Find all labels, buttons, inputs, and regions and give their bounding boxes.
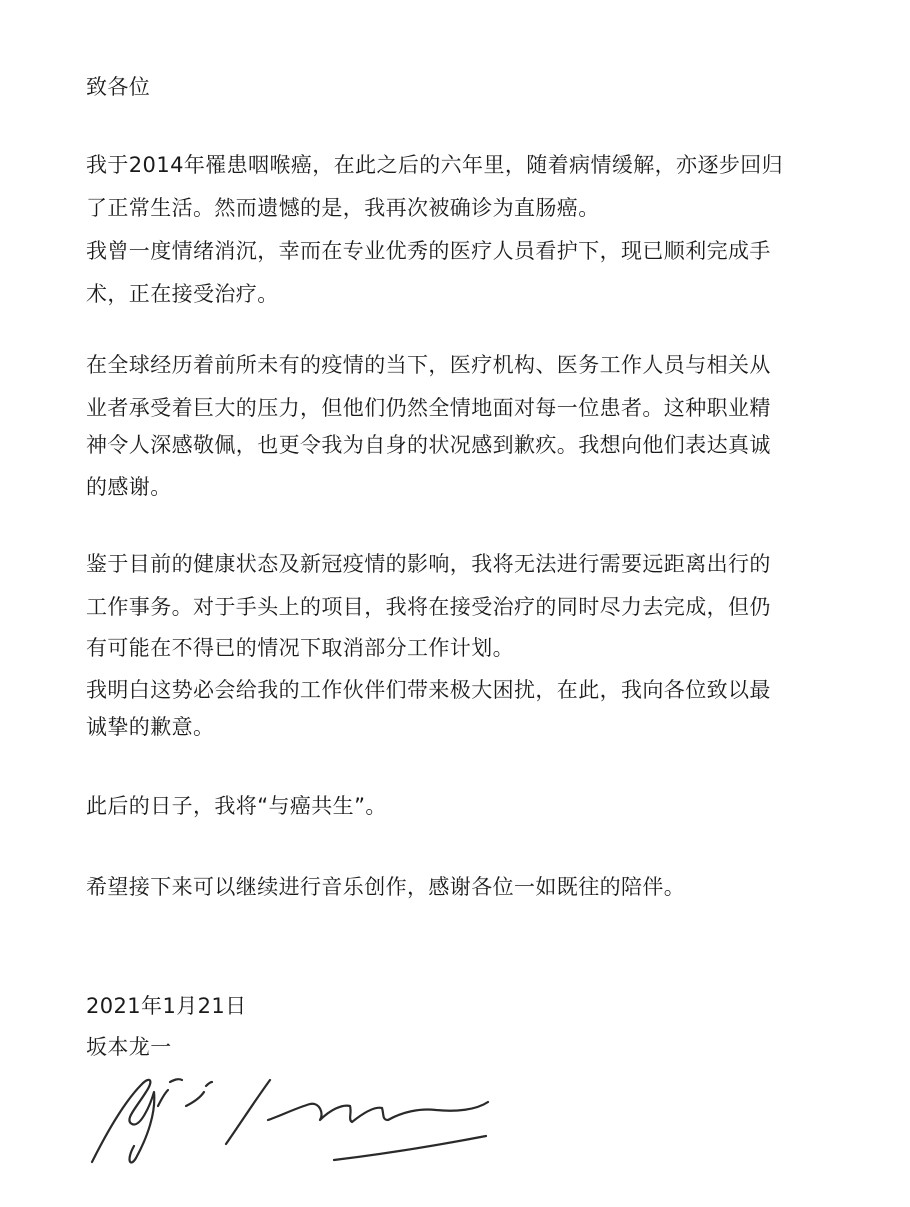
- paragraph-4: 此后的日子，我将“与癌共生”。: [86, 794, 387, 818]
- paragraph-5: 希望接下来可以继续进行音乐创作，感谢各位一如既往的陪伴。: [86, 875, 686, 899]
- paragraph-3-line-3: 有可能在不得已的情况下取消部分工作计划。: [86, 636, 514, 660]
- salutation: 致各位: [86, 75, 151, 99]
- paragraph-2-line-1: 在全球经历着前所未有的疫情的当下，医疗机构、医务工作人员与相关从: [86, 353, 771, 377]
- handwritten-signature: [84, 1062, 504, 1172]
- paragraph-2-line-2: 业者承受着巨大的压力，但他们仍然全情地面对每一位患者。这种职业精: [86, 396, 771, 420]
- paragraph-1-line-1: 我于2014年罹患咽喉癌，在此之后的六年里，随着病情缓解，亦逐步回归: [86, 153, 784, 177]
- paragraph-2-line-3: 神令人深感敬佩，也更令我为自身的状况感到歉疚。我想向他们表达真诚: [86, 433, 771, 457]
- author-name: 坂本龙一: [86, 1035, 172, 1059]
- paragraph-3-line-1: 鉴于目前的健康状态及新冠疫情的影响，我将无法进行需要远距离出行的: [86, 552, 771, 576]
- paragraph-3-line-4: 我明白这势必会给我的工作伙伴们带来极大困扰，在此，我向各位致以最: [86, 678, 771, 702]
- paragraph-2-line-4: 的感谢。: [86, 475, 172, 499]
- paragraph-1-line-2: 了正常生活。然而遗憾的是，我再次被确诊为直肠癌。: [86, 196, 600, 220]
- letter-date: 2021年1月21日: [86, 994, 247, 1018]
- paragraph-1-line-4: 术，正在接受治疗。: [86, 282, 279, 306]
- paragraph-3-line-5: 诚挚的歉意。: [86, 715, 215, 739]
- paragraph-3-line-2: 工作事务。对于手头上的项目，我将在接受治疗的同时尽力去完成，但仍: [86, 595, 771, 619]
- paragraph-1-line-3: 我曾一度情绪消沉，幸而在专业优秀的医疗人员看护下，现已顺利完成手: [86, 239, 771, 263]
